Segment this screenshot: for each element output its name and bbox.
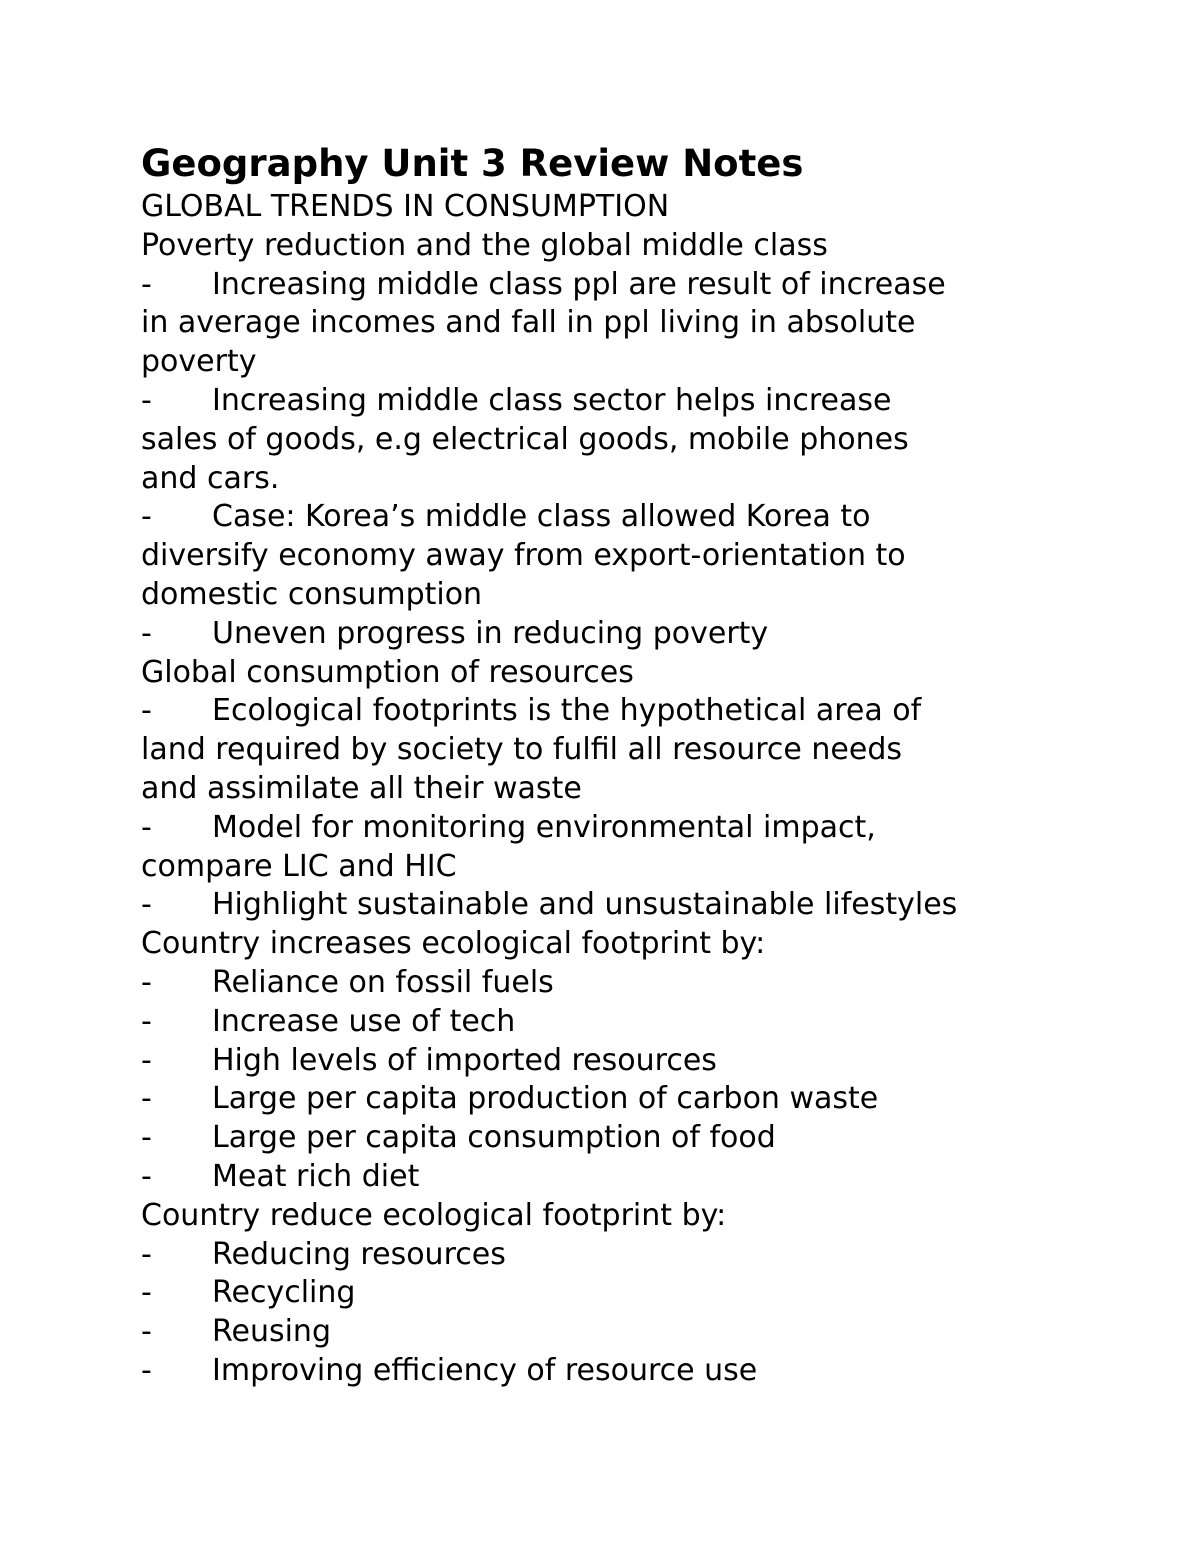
bullet-item [141,1274,1101,1313]
bullet-continuation: land required by society to fulfil all resource needs [141,732,903,768]
bullet-text: Reusing [212,1314,331,1350]
bullet-text: Model for monitoring environmental impact, [212,809,876,845]
bullet-text: Improving efficiency of resource use [212,1352,758,1388]
dash-marker: - [141,964,152,1000]
bullet-item [141,1042,1101,1081]
section-heading-reduce-footprint: Country reduce ecological footprint by: [141,1197,727,1233]
bullet-text: Ecological footprints is the hypothetical area of [212,693,922,729]
section-heading-increase-footprint: Country increases ecological footprint by: [141,926,766,962]
bullet-continuation: and assimilate all their waste [141,770,582,806]
bullet-item [141,1003,1101,1042]
bullet-continuation: poverty [141,344,257,380]
dash-marker: - [141,615,152,651]
bullet-item [141,809,1101,848]
document-page [141,140,1101,1391]
dash-marker: - [141,1120,152,1156]
bullet-text: Increase use of tech [212,1003,516,1039]
section-heading-poverty: Poverty reduction and the global middle class [141,227,828,263]
bullet-text: Highlight sustainable and unsustainable lifestyles [212,887,958,923]
bullet-item [141,1158,1101,1197]
dash-marker: - [141,266,152,302]
bullet-item [141,886,1101,925]
dash-marker: - [141,1081,152,1117]
bullet-item [141,498,1101,537]
bullet-item [141,382,1101,421]
dash-marker: - [141,887,152,923]
section-heading-resources: Global consumption of resources [141,654,634,690]
bullet-item [141,615,1101,654]
bullet-item [141,692,1101,731]
dash-marker: - [141,809,152,845]
bullet-continuation: diversify economy away from export-orientation to [141,538,906,574]
dash-marker: - [141,1042,152,1078]
bullet-continuation: and cars. [141,460,280,496]
dash-marker: - [141,382,152,418]
dash-marker: - [141,693,152,729]
bullet-item [141,1119,1101,1158]
dash-marker: - [141,499,152,535]
bullet-text: Large per capita consumption of food [212,1120,776,1156]
bullet-item [141,964,1101,1003]
bullet-text: Uneven progress in reducing poverty [212,615,769,651]
dash-marker: - [141,1236,152,1272]
document-subtitle: GLOBAL TRENDS IN CONSUMPTION [141,189,670,224]
bullet-text: High levels of imported resources [212,1042,717,1078]
bullet-item [141,1080,1101,1119]
bullet-item [141,266,1101,305]
dash-marker: - [141,1352,152,1388]
dash-marker: - [141,1314,152,1350]
bullet-item [141,1236,1101,1275]
dash-marker: - [141,1158,152,1194]
bullet-continuation: compare LIC and HIC [141,848,457,884]
bullet-item [141,1313,1101,1352]
bullet-item [141,1352,1101,1391]
bullet-text: Meat rich diet [212,1158,420,1194]
bullet-text: Case: Korea’s middle class allowed Korea to [212,499,871,535]
bullet-text: Recycling [212,1275,356,1311]
page-title: Geography Unit 3 Review Notes [141,142,804,185]
bullet-text: Increasing middle class sector helps increase [212,382,892,418]
dash-marker: - [141,1003,152,1039]
bullet-text: Reliance on fossil fuels [212,964,554,1000]
bullet-text: Large per capita production of carbon waste [212,1081,879,1117]
bullet-continuation: in average incomes and fall in ppl living in absolute [141,305,916,341]
bullet-continuation: domestic consumption [141,576,483,612]
bullet-text: Reducing resources [212,1236,506,1272]
bullet-text: Increasing middle class ppl are result of increase [212,266,946,302]
bullet-continuation: sales of goods, e.g electrical goods, mobile phones [141,421,909,457]
dash-marker: - [141,1275,152,1311]
